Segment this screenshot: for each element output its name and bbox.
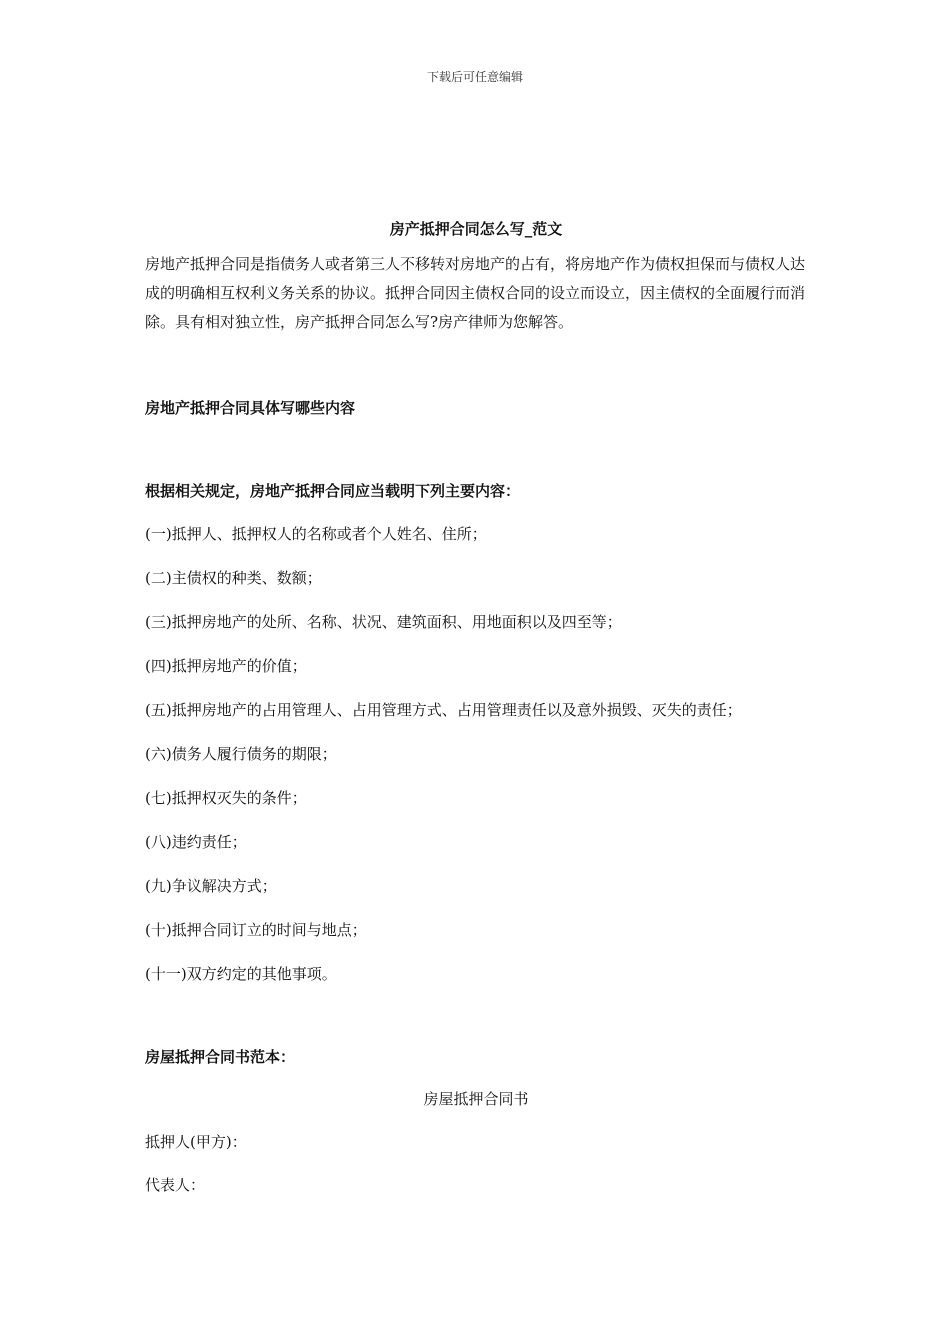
contract-title: 房屋抵押合同书 — [423, 1090, 529, 1108]
requirements-list — [145, 523, 807, 985]
list-item: (三)抵押房地产的处所、名称、状况、建筑面积、用地面积以及四至等； — [145, 613, 622, 631]
field-mortgagor: 抵押人(甲方)： — [145, 1133, 247, 1151]
list-item: (十一)双方约定的其他事项。 — [145, 965, 337, 983]
document-title: 房产抵押合同怎么写_范文 — [389, 220, 563, 238]
intro-paragraph: 房地产抵押合同是指债务人或者第三人不移转对房地产的占有，将房地产作为债权担保而与债权人达成的明确相互权利义务关系的协议。抵押合同因主债权合同的设立而设立，因主债权的全面履行而消除。具有相对独立性，房产抵押合同怎么写?房产律师为您解答。 — [145, 255, 806, 331]
document-body — [145, 218, 807, 1196]
list-item: (二)主债权的种类、数额； — [145, 569, 322, 587]
list-item: (五)抵押房地产的占用管理人、占用管理方式、占用管理责任以及意外损毁、灭失的责任； — [145, 701, 742, 719]
section-heading-contents: 房地产抵押合同具体写哪些内容 — [145, 399, 356, 417]
field-representative: 代表人： — [145, 1176, 206, 1194]
list-item: (一)抵押人、抵押权人的名称或者个人姓名、住所； — [145, 525, 487, 543]
list-item: (八)违约责任； — [145, 833, 247, 851]
list-item: (四)抵押房地产的价值； — [145, 657, 307, 675]
page-header-note: 下载后可任意编辑 — [426, 70, 523, 84]
list-item: (七)抵押权灭失的条件； — [145, 789, 307, 807]
section-heading-template: 房屋抵押合同书范本： — [145, 1048, 296, 1066]
list-item: (九)争议解决方式； — [145, 877, 277, 895]
section-heading-requirements: 根据相关规定，房地产抵押合同应当载明下列主要内容： — [145, 482, 521, 500]
list-item: (十)抵押合同订立的时间与地点； — [145, 921, 367, 939]
list-item: (六)债务人履行债务的期限； — [145, 745, 337, 763]
